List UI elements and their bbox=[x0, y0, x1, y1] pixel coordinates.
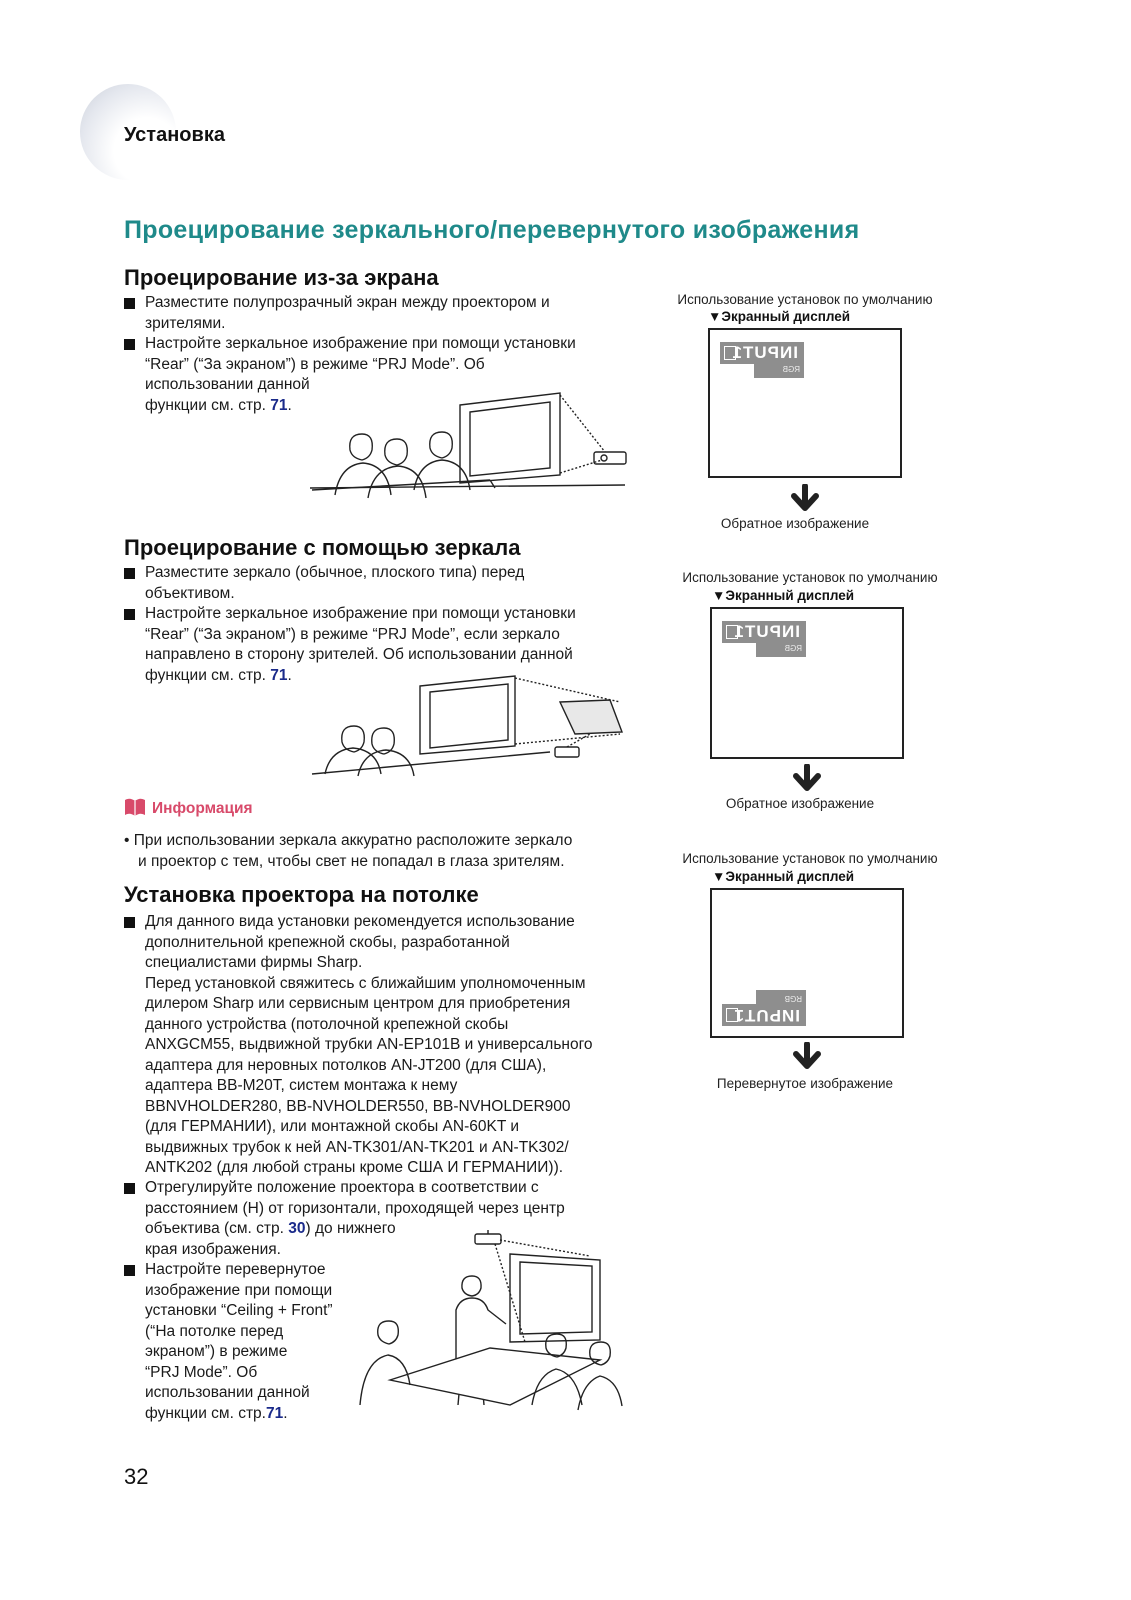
osd-label: INPUT1 bbox=[731, 343, 798, 362]
text-line: данного устройства (потолочной крепежной скобы bbox=[145, 1015, 509, 1033]
text-line: Настройте зеркальное изображение при помощи установки bbox=[145, 605, 576, 622]
text-line: Разместите полупрозрачный экран между проектором и bbox=[145, 294, 550, 311]
ceiling-panel-result: Перевернутое изображение bbox=[716, 1076, 894, 1091]
ceiling-heading: Установка проектора на потолке bbox=[124, 882, 479, 907]
text-line: Для данного вида установки рекомендуется использование bbox=[145, 913, 575, 930]
page-number: 32 bbox=[124, 1464, 149, 1489]
text-line: использовании данной bbox=[145, 376, 310, 393]
text-line: специалистами фирмы Sharp. bbox=[145, 954, 363, 971]
text-line: адаптера для неровных потолков AN-JT200 (для США), bbox=[145, 1056, 547, 1074]
text-line: расстоянием (H) от горизонтали, проходящей через центр bbox=[145, 1199, 565, 1217]
text-line: направлено в сторону зрителей. Об использовании данной bbox=[145, 646, 573, 663]
osd-overlay bbox=[720, 342, 804, 380]
info-label: Информация bbox=[152, 800, 253, 817]
text-line: “PRJ Mode”. Об bbox=[145, 1363, 258, 1381]
input-icon bbox=[726, 625, 738, 639]
input-icon bbox=[724, 346, 736, 360]
osd-sub-label: RGB bbox=[782, 365, 800, 374]
text-line: установки “Ceiling + Front” bbox=[145, 1302, 333, 1319]
bullet-square-icon bbox=[124, 609, 135, 620]
text-line-part: объектива (см. стр. bbox=[145, 1220, 289, 1237]
rear-panel-result: Обратное изображение bbox=[720, 516, 870, 531]
page-ref-link[interactable]: 71 bbox=[270, 666, 288, 684]
ceiling-bullet-3 bbox=[145, 1260, 333, 1424]
text-line: зрителями. bbox=[145, 314, 226, 332]
bullet-square-icon bbox=[124, 568, 135, 579]
page-title: Проецирование зеркального/перевернутого изображения bbox=[124, 216, 860, 244]
text-line: BBNVHOLDER280, BB-NVHOLDER550, BB-NVHOLDER900 bbox=[145, 1097, 571, 1115]
info-line-1: • При использовании зеркала аккуратно расположите зеркало bbox=[124, 832, 573, 849]
ceiling-bullet-1 bbox=[145, 912, 593, 1179]
text-line-part: функции см. стр. bbox=[145, 396, 271, 414]
bullet-square-icon bbox=[124, 339, 135, 350]
down-arrow-icon bbox=[790, 764, 824, 796]
bullet-square-icon bbox=[124, 1265, 135, 1276]
rear-screen-preview bbox=[708, 328, 902, 478]
ceiling-screen-preview bbox=[710, 888, 904, 1038]
osd-sub-label: RGB bbox=[784, 994, 802, 1003]
mirror-panel-subcaption: ▼Экранный дисплей bbox=[712, 588, 855, 603]
page-ref-link[interactable]: 71 bbox=[265, 1404, 284, 1422]
text-line: функции см. стр. 71. bbox=[145, 666, 292, 684]
text-line: дополнительной крепежной скобы, разработанной bbox=[145, 933, 510, 951]
mirror-screen-preview bbox=[710, 607, 904, 759]
text-line: “Rear” (“За экраном”) в режиме “PRJ Mode”. Об bbox=[145, 355, 485, 373]
text-line: объективом. bbox=[145, 584, 235, 602]
rear-heading: Проецирование из-за экрана bbox=[124, 265, 439, 290]
down-arrow-icon bbox=[790, 1042, 824, 1074]
section-tag: Установка bbox=[124, 124, 225, 146]
osd-overlay bbox=[722, 621, 806, 659]
osd-overlay bbox=[722, 988, 806, 1026]
text-line: Настройте зеркальное изображение при помощи установки bbox=[145, 335, 576, 352]
input-icon bbox=[726, 1008, 738, 1022]
rear-projection-illustration bbox=[310, 390, 630, 520]
text-line-part: ) до нижнего bbox=[305, 1220, 396, 1237]
text-line: дилером Sharp или сервисным центром для приобретения bbox=[145, 995, 571, 1012]
text-line: Перед установкой свяжитесь с ближайшим уполномоченным bbox=[145, 974, 586, 992]
info-line-2: и проектор с тем, чтобы свет не попадал в глаза зрителям. bbox=[138, 853, 565, 870]
text-line: (“На потолке перед bbox=[145, 1322, 284, 1340]
text-line: выдвижных трубок к ней AN-TK301/AN-TK201 и AN-TK302/ bbox=[145, 1138, 569, 1156]
ceiling-panel-subcaption: ▼Экранный дисплей bbox=[712, 869, 855, 884]
rear-bullet-1 bbox=[145, 293, 550, 334]
book-icon bbox=[124, 797, 146, 817]
page-ref-link[interactable]: 30 bbox=[288, 1220, 306, 1237]
osd-label: INPUT1 bbox=[733, 1006, 800, 1025]
text-line: Отрегулируйте положение проектора в соответствии с bbox=[145, 1179, 539, 1196]
text-line: функции см. стр. 71. bbox=[145, 396, 292, 414]
text-line: функции см. стр.71. bbox=[145, 1404, 288, 1422]
mirror-heading: Проецирование с помощью зеркала bbox=[124, 535, 521, 560]
text-line: использовании данной bbox=[145, 1384, 310, 1401]
text-line: (для ГЕРМАНИИ), или монтажной скобы AN-60KT и bbox=[145, 1118, 519, 1135]
text-line: адаптера BB-M20T, систем монтажа к нему bbox=[145, 1077, 458, 1094]
ceiling-projection-illustration bbox=[350, 1230, 630, 1420]
mirror-panel-caption: Использование установок по умолчанию bbox=[682, 570, 938, 585]
bullet-square-icon bbox=[124, 917, 135, 928]
text-line: ANTK202 (для любой страны кроме США И ГЕРМАНИИ)). bbox=[145, 1159, 564, 1176]
mirror-projection-illustration bbox=[310, 672, 630, 782]
text-line: ANXGCM55, выдвижной трубки AN-EP101B и универсального bbox=[145, 1036, 593, 1053]
mirror-panel-result: Обратное изображение bbox=[725, 796, 875, 811]
bullet-square-icon bbox=[124, 1183, 135, 1194]
page-ref-link[interactable]: 71 bbox=[270, 396, 288, 414]
rear-panel-caption: Использование установок по умолчанию bbox=[677, 292, 933, 307]
text-line: Разместите зеркало (обычное, плоского типа) перед bbox=[145, 564, 525, 581]
osd-label: INPUT1 bbox=[733, 622, 800, 641]
text-line: изображение при помощи bbox=[145, 1281, 333, 1299]
text-line: “Rear” (“За экраном”) в режиме “PRJ Mode”, если зеркало bbox=[145, 625, 560, 643]
osd-sub-label: RGB bbox=[784, 644, 802, 653]
rear-panel-subcaption: ▼Экранный дисплей bbox=[708, 309, 851, 324]
text-line: края изображения. bbox=[145, 1240, 281, 1258]
ceiling-panel-caption: Использование установок по умолчанию bbox=[682, 851, 938, 866]
text-line: экраном”) в режиме bbox=[145, 1343, 288, 1360]
text-line-part: функции см. стр. bbox=[145, 666, 271, 684]
bullet-square-icon bbox=[124, 298, 135, 309]
text-line: Настройте перевернутое bbox=[145, 1261, 326, 1278]
down-arrow-icon bbox=[788, 484, 822, 516]
text-line-part: функции см. стр. bbox=[145, 1404, 266, 1422]
mirror-bullet-1 bbox=[145, 563, 524, 604]
